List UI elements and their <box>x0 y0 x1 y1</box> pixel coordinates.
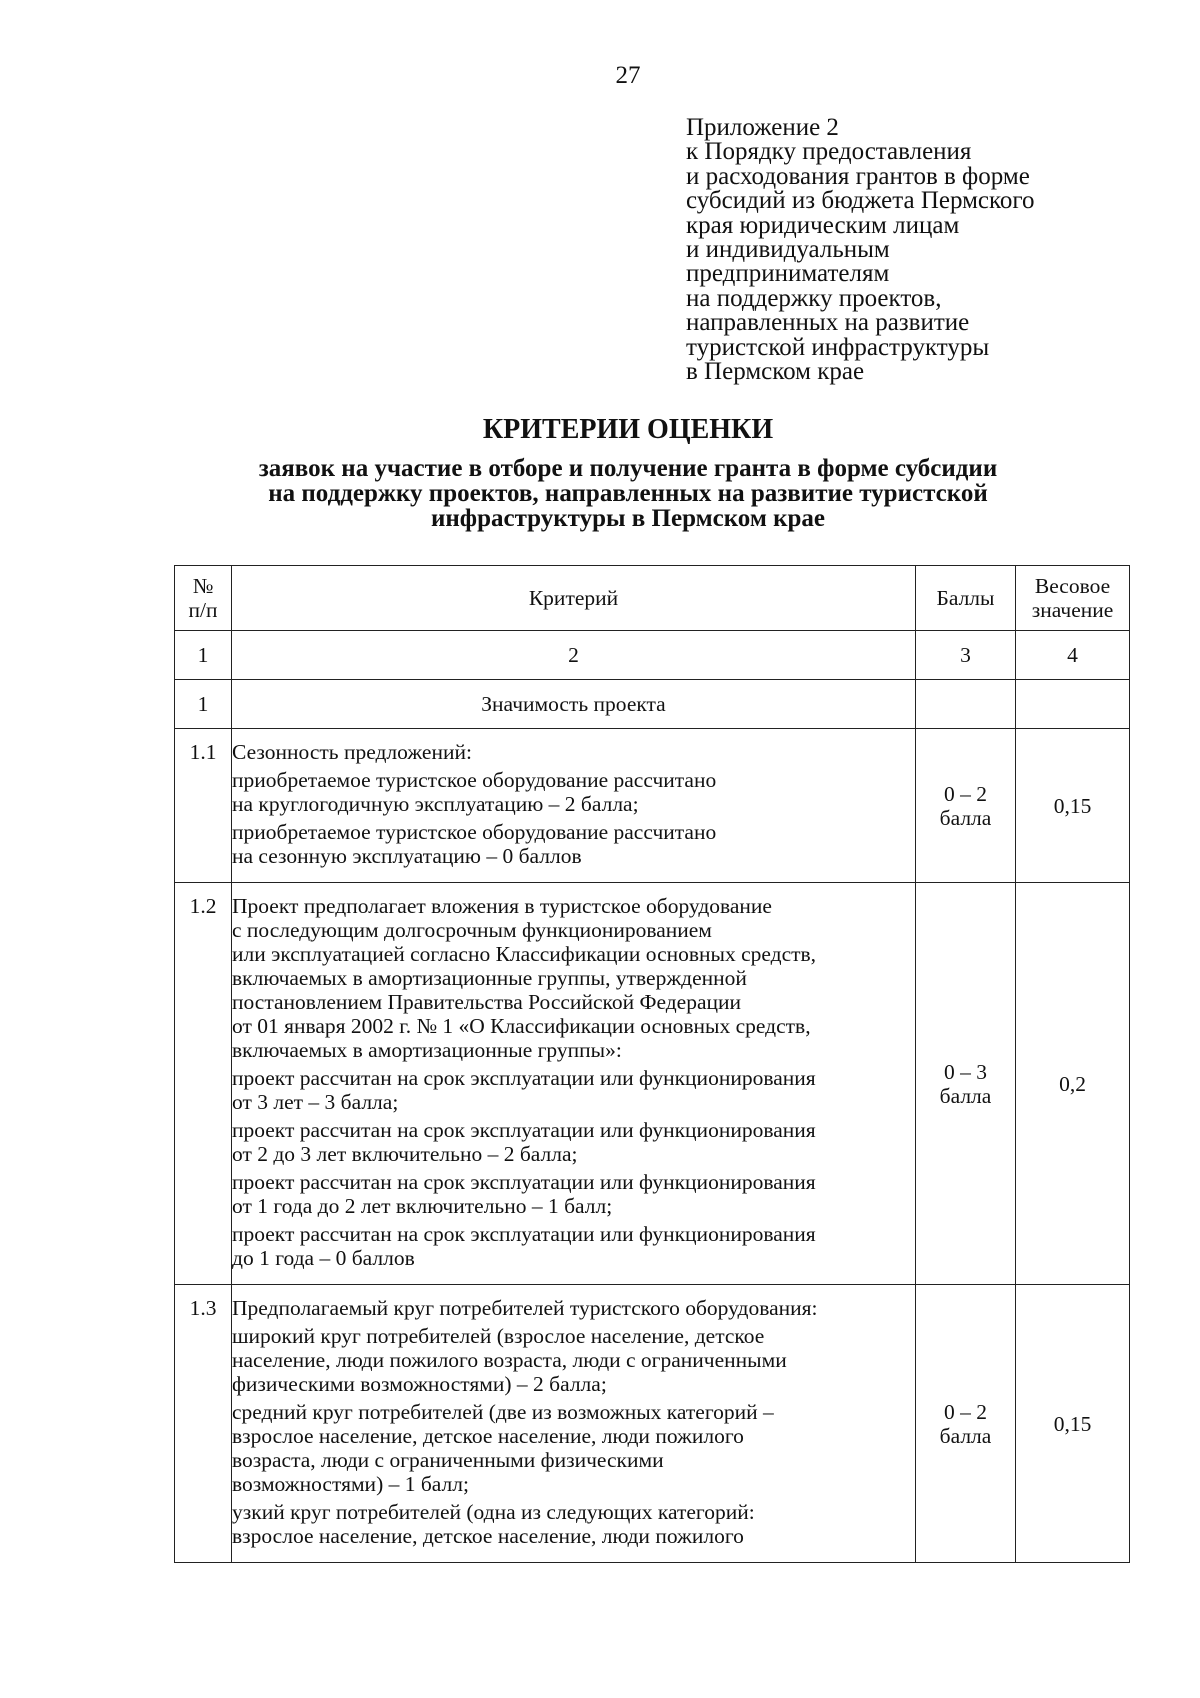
column-numbers-row <box>175 631 1130 680</box>
row-num: 1.1 <box>175 729 232 883</box>
header-criterion: Критерий <box>232 566 916 631</box>
empty-cell <box>1016 680 1130 729</box>
criterion-cell <box>232 1285 916 1563</box>
document-subtitle: заявок на участие в отборе и получение гранта в форме субсидии на поддержку проектов, направленных на развитие туристской инфраструктуры в Пермском крае <box>258 455 998 532</box>
criteria-table <box>174 565 1130 1563</box>
row-num: 1.3 <box>175 1285 232 1563</box>
criterion-text: приобретаемое туристское оборудование рассчитано на круглогодичную эксплуатацию – 2 балла; <box>232 768 717 816</box>
criterion-text: проект рассчитан на срок эксплуатации или функционирования от 3 лет – 3 балла; <box>232 1066 816 1114</box>
criterion-text: средний круг потребителей (две из возможных категорий – взрослое население, детское население, люди пожилого возраста, люди с ограниченными физическими возможностями) – 1 балл; <box>232 1400 774 1496</box>
criterion-cell <box>232 883 916 1285</box>
section-row <box>175 680 1130 729</box>
criterion-text: Сезонность предложений: <box>232 740 472 764</box>
criterion-text: проект рассчитан на срок эксплуатации или функционирования до 1 года – 0 баллов <box>232 1222 816 1270</box>
empty-cell <box>916 680 1016 729</box>
weight-cell: 0,15 <box>1016 1285 1130 1563</box>
table-row <box>175 1285 1130 1563</box>
section-title: Значимость проекта <box>232 680 916 729</box>
column-number: 3 <box>916 631 1016 680</box>
table-row <box>175 883 1130 1285</box>
column-number: 2 <box>232 631 916 680</box>
criterion-text: Проект предполагает вложения в туристское оборудование с последующим долгосрочным функционированием или эксплуатацией согласно Классификации основных средств, включаемых в амортизационные группы, утвержденной постановлением Правительства Российской Федерации от 01 января 2002 г. № 1 «О Классификации основных средств, включаемых в амортизационные группы»: <box>232 894 817 1062</box>
column-number: 1 <box>175 631 232 680</box>
points-cell: 0 – 2 балла <box>916 729 1016 883</box>
criterion-text: Предполагаемый круг потребителей туристского оборудования: <box>232 1296 818 1320</box>
weight-cell: 0,2 <box>1016 883 1130 1285</box>
criterion-text: проект рассчитан на срок эксплуатации или функционирования от 1 года до 2 лет включительно – 1 балл; <box>232 1170 816 1218</box>
points-cell: 0 – 3 балла <box>916 883 1016 1285</box>
criterion-text: широкий круг потребителей (взрослое население, детское население, люди пожилого возраста, люди с ограниченными физическими возможностями) – 2 балла; <box>232 1324 787 1396</box>
points-cell: 0 – 2 балла <box>916 1285 1016 1563</box>
table-row <box>175 729 1130 883</box>
page-number: 27 <box>615 62 641 89</box>
criterion-text: приобретаемое туристское оборудование рассчитано на сезонную эксплуатацию – 0 баллов <box>232 820 717 868</box>
criterion-text: проект рассчитан на срок эксплуатации или функционирования от 2 до 3 лет включительно – 2 балла; <box>232 1118 816 1166</box>
weight-cell: 0,15 <box>1016 729 1130 883</box>
column-number: 4 <box>1016 631 1130 680</box>
header-num: № п/п <box>175 566 232 631</box>
criterion-text: узкий круг потребителей (одна из следующих категорий: взрослое население, детское население, люди пожилого <box>232 1500 755 1548</box>
document-title: КРИТЕРИИ ОЦЕНКИ <box>482 414 774 445</box>
row-num: 1.2 <box>175 883 232 1285</box>
criterion-cell <box>232 729 916 883</box>
header-weight: Весовое значение <box>1016 566 1130 631</box>
table-header-row <box>175 566 1130 631</box>
appendix-note: Приложение 2 к Порядку предоставления и расходования грантов в форме субсидий из бюджета Пермского края юридическим лицам и индивидуальным предпринимателям на поддержку проектов, направленных на развитие туристской инфраструктуры в Пермском крае <box>686 114 1035 386</box>
header-points: Баллы <box>916 566 1016 631</box>
section-num: 1 <box>175 680 232 729</box>
